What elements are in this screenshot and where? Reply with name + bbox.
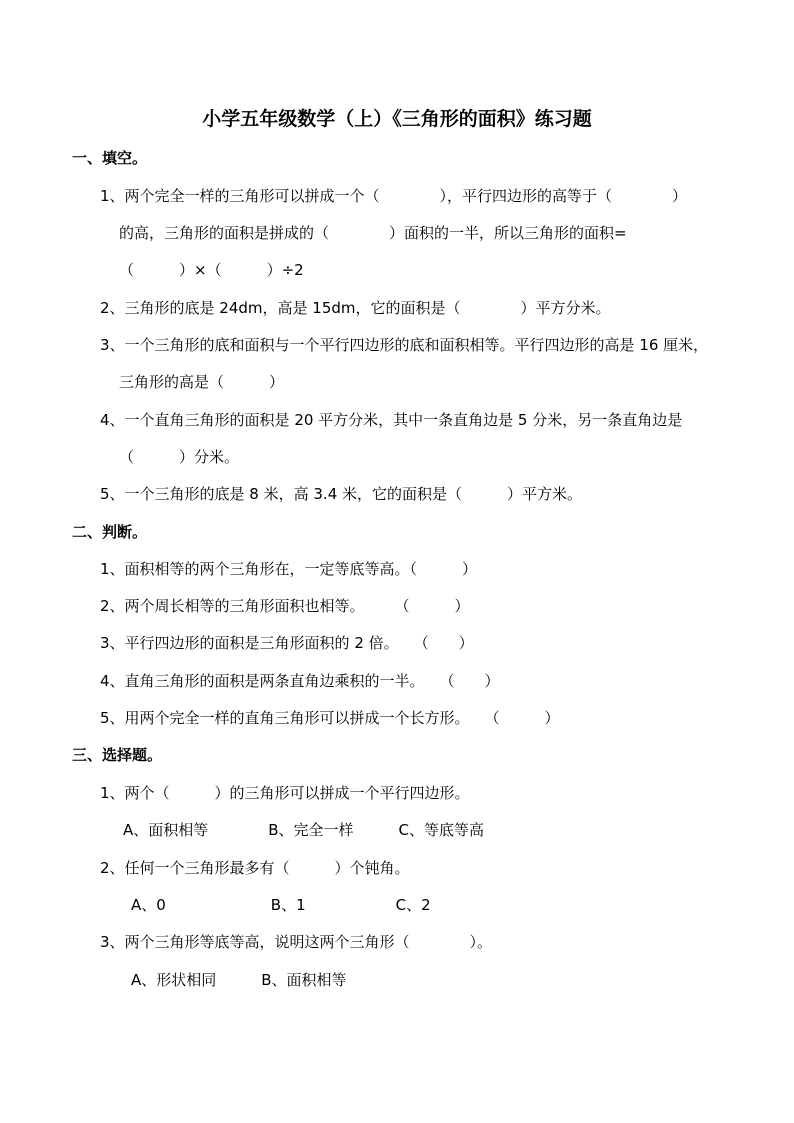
question-line: 1、两个（ ）的三角形可以拼成一个平行四边形。 <box>100 784 470 802</box>
choice-options: A、面积相等 B、完全一样 C、等底等高 <box>123 821 485 839</box>
question-line: 5、用两个完全一样的直角三角形可以拼成一个长方形。 （ ） <box>100 709 560 727</box>
question-line: 的高，三角形的面积是拼成的（ ）面积的一半，所以三角形的面积= <box>119 224 627 242</box>
question-line: 三角形的高是（ ） <box>119 373 285 391</box>
question-line: 2、三角形的底是 24dm，高是 15dm，它的面积是（ ）平方分米。 <box>100 299 611 317</box>
question-line: （ ）×（ ）÷2 <box>119 261 304 279</box>
question-line: 1、面积相等的两个三角形在，一定等底等高。（ ） <box>100 560 478 578</box>
question-line: 3、一个三角形的底和面积与一个平行四边形的底和面积相等。平行四边形的高是 16 厘米， <box>100 336 709 354</box>
page-title: 小学五年级数学（上）《三角形的面积》练习题 <box>202 108 592 130</box>
section-heading-fill-blank: 一、填空。 <box>72 149 148 167</box>
section-heading-judgement: 二、判断。 <box>72 523 148 541</box>
question-line: （ ）分米。 <box>119 448 240 466</box>
question-line: 2、两个周长相等的三角形面积也相等。 （ ） <box>100 597 470 615</box>
question-line: 1、两个完全一样的三角形可以拼成一个（ ），平行四边形的高等于（ ） <box>100 187 688 205</box>
question-line: 3、平行四边形的面积是三角形面积的 2 倍。 （ ） <box>100 634 474 652</box>
section-heading-choice: 三、选择题。 <box>72 746 163 764</box>
question-line: 4、一个直角三角形的面积是 20 平方分米，其中一条直角边是 5 分米，另一条直角边是 <box>100 411 683 429</box>
choice-options: A、0 B、1 C、2 <box>131 896 431 914</box>
question-line: 2、任何一个三角形最多有（ ）个钝角。 <box>100 859 410 877</box>
question-line: 4、直角三角形的面积是两条直角边乘积的一半。 （ ） <box>100 672 500 690</box>
question-line: 5、一个三角形的底是 8 米，高 3.4 米，它的面积是（ ）平方米。 <box>100 485 583 503</box>
question-line: 3、两个三角形等底等高，说明这两个三角形（ ）。 <box>100 933 493 951</box>
choice-options: A、形状相同 B、面积相等 <box>131 971 347 989</box>
